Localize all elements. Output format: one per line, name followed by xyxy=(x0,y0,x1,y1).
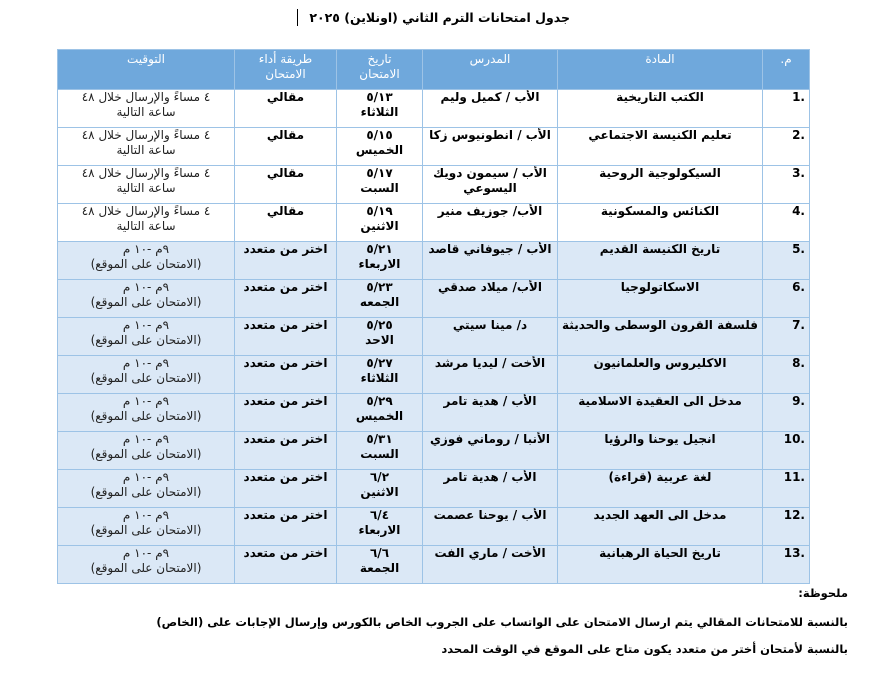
method-cell: اختر من متعدد xyxy=(235,242,337,280)
table-row xyxy=(58,128,810,166)
exam-schedule-table xyxy=(57,49,810,584)
teacher-name: الأب / يوحنا عصمت xyxy=(433,508,547,522)
time-cell xyxy=(58,546,235,584)
method-cell: مقالي xyxy=(235,204,337,242)
header-num: م. xyxy=(763,50,810,90)
row-number: 6. xyxy=(763,280,810,318)
exam-date: ٥/١٩ xyxy=(366,204,393,218)
subject-cell: مدخل الى العقيدة الاسلامية xyxy=(558,394,763,432)
notes-section xyxy=(28,586,848,656)
header-time: التوقيت xyxy=(58,50,235,90)
header-subject: المادة xyxy=(558,50,763,90)
row-number: 8. xyxy=(763,356,810,394)
subject-cell: تعليم الكنيسة الاجتماعي xyxy=(558,128,763,166)
row-number: 11. xyxy=(763,470,810,508)
exam-date: ٥/١٣ xyxy=(366,90,393,104)
teacher-name: الأخت / ماري الفت xyxy=(434,546,546,560)
time-line-2: (الامتحان على الموقع) xyxy=(90,523,202,537)
date-cell xyxy=(337,508,423,546)
subject-cell: الاسكاتولوجيا xyxy=(558,280,763,318)
time-line-2: ساعة التالية xyxy=(116,219,176,233)
exam-date: ٦/٤ xyxy=(369,508,390,522)
time-cell xyxy=(58,318,235,356)
method-cell: اختر من متعدد xyxy=(235,508,337,546)
text-cursor xyxy=(297,9,298,26)
exam-day: الجمعة xyxy=(359,561,400,575)
teacher-name-cont: اليسوعي xyxy=(463,181,517,195)
exam-date: ٥/١٥ xyxy=(366,128,393,142)
row-number: 4. xyxy=(763,204,810,242)
teacher-name: الأب / كميل وليم xyxy=(440,90,540,104)
date-cell xyxy=(337,318,423,356)
date-cell xyxy=(337,432,423,470)
exam-date: ٥/٢٧ xyxy=(366,356,393,370)
subject-cell: الكنائس والمسكونية xyxy=(558,204,763,242)
method-cell: اختر من متعدد xyxy=(235,394,337,432)
row-number: 10. xyxy=(763,432,810,470)
teacher-name: الأب / جيوفاني قاصد xyxy=(428,242,552,256)
time-line-1: ٩م -١٠ م xyxy=(122,280,170,294)
exam-date: ٦/٦ xyxy=(369,546,390,560)
exam-day: السبت xyxy=(360,181,399,195)
teacher-name: الأب / هدية تامر xyxy=(443,394,537,408)
method-cell: اختر من متعدد xyxy=(235,318,337,356)
time-line-2: (الامتحان على الموقع) xyxy=(90,257,202,271)
exam-day: الاثنين xyxy=(360,219,399,233)
time-line-1: ٤ مساءً والإرسال خلال ٤٨ xyxy=(81,166,211,180)
teacher-cell xyxy=(423,470,558,508)
time-cell xyxy=(58,166,235,204)
method-cell: اختر من متعدد xyxy=(235,280,337,318)
time-line-1: ٤ مساءً والإرسال خلال ٤٨ xyxy=(81,90,211,104)
notes-heading: ملحوظة: xyxy=(798,586,848,600)
time-cell xyxy=(58,432,235,470)
teacher-cell xyxy=(423,356,558,394)
method-cell: اختر من متعدد xyxy=(235,470,337,508)
exam-day: الاحد xyxy=(365,333,394,347)
note-mcq-exams: بالنسبة لأمتحان أختر من متعدد يكون متاح على الموقع في الوقت المحدد xyxy=(441,642,848,656)
time-line-1: ٩م -١٠ م xyxy=(122,242,170,256)
time-cell xyxy=(58,470,235,508)
date-cell xyxy=(337,394,423,432)
table-row xyxy=(58,394,810,432)
exam-day: الجمعه xyxy=(359,295,400,309)
teacher-name: الأب / سيمون دويك xyxy=(433,166,547,180)
time-line-1: ٩م -١٠ م xyxy=(122,432,170,446)
time-line-2: (الامتحان على الموقع) xyxy=(90,371,202,385)
exam-day: السبت xyxy=(360,447,399,461)
time-line-2: (الامتحان على الموقع) xyxy=(90,409,202,423)
date-cell xyxy=(337,204,423,242)
table-row xyxy=(58,356,810,394)
teacher-name: د/ مينا سيتي xyxy=(452,318,528,332)
teacher-cell xyxy=(423,432,558,470)
subject-cell: الاكليروس والعلمانيون xyxy=(558,356,763,394)
table-row xyxy=(58,508,810,546)
row-number: 7. xyxy=(763,318,810,356)
teacher-cell xyxy=(423,280,558,318)
teacher-cell xyxy=(423,128,558,166)
subject-cell: السيكولوجية الروحية xyxy=(558,166,763,204)
teacher-name: الأب / هدية تامر xyxy=(443,470,537,484)
time-line-2: ساعة التالية xyxy=(116,143,176,157)
teacher-cell xyxy=(423,90,558,128)
time-cell xyxy=(58,242,235,280)
header-teacher: المدرس xyxy=(423,50,558,90)
method-cell: مقالي xyxy=(235,128,337,166)
time-cell xyxy=(58,508,235,546)
exam-date: ٥/٣١ xyxy=(366,432,393,446)
time-line-1: ٤ مساءً والإرسال خلال ٤٨ xyxy=(81,128,211,142)
table-row xyxy=(58,280,810,318)
table-row xyxy=(58,470,810,508)
table-row xyxy=(58,242,810,280)
time-line-1: ٩م -١٠ م xyxy=(122,546,170,560)
exam-day: الخميس xyxy=(355,409,404,423)
teacher-name: الأب/ ميلاد صدقي xyxy=(438,280,542,294)
teacher-name: الأب / انطونيوس زكا xyxy=(429,128,551,142)
date-cell xyxy=(337,242,423,280)
teacher-cell xyxy=(423,508,558,546)
row-number: 2. xyxy=(763,128,810,166)
date-cell xyxy=(337,280,423,318)
teacher-name: الأخت / ليديا مرشد xyxy=(434,356,546,370)
subject-cell: تاريخ الحياة الرهبانية xyxy=(558,546,763,584)
table-row xyxy=(58,166,810,204)
date-cell xyxy=(337,356,423,394)
exam-date: ٥/٢٩ xyxy=(366,394,393,408)
exam-day: الخميس xyxy=(355,143,404,157)
time-line-2: (الامتحان على الموقع) xyxy=(90,485,202,499)
table-row xyxy=(58,204,810,242)
time-line-2: ساعة التالية xyxy=(116,105,176,119)
row-number: 9. xyxy=(763,394,810,432)
exam-day: الاربعاء xyxy=(358,257,401,271)
exam-day: الثلاثاء xyxy=(360,371,399,385)
subject-cell: فلسفة القرون الوسطى والحديثة xyxy=(558,318,763,356)
time-line-2: (الامتحان على الموقع) xyxy=(90,333,202,347)
time-cell xyxy=(58,394,235,432)
time-line-1: ٩م -١٠ م xyxy=(122,356,170,370)
teacher-cell xyxy=(423,242,558,280)
table-row xyxy=(58,90,810,128)
table-row xyxy=(58,432,810,470)
exam-day: الاثنين xyxy=(360,485,399,499)
row-number: 3. xyxy=(763,166,810,204)
time-line-1: ٩م -١٠ م xyxy=(122,394,170,408)
exam-day: الاربعاء xyxy=(358,523,401,537)
time-cell xyxy=(58,128,235,166)
time-line-1: ٤ مساءً والإرسال خلال ٤٨ xyxy=(81,204,211,218)
time-line-2: (الامتحان على الموقع) xyxy=(90,561,202,575)
exam-date: ٥/٢٥ xyxy=(366,318,393,332)
table-header-row xyxy=(58,50,810,90)
time-cell xyxy=(58,280,235,318)
subject-cell: تاريخ الكنيسة القديم xyxy=(558,242,763,280)
header-date: تاريخ الامتحان xyxy=(337,50,423,90)
subject-cell: الكتب التاريخية xyxy=(558,90,763,128)
exam-date: ٥/٢١ xyxy=(366,242,393,256)
time-line-1: ٩م -١٠ م xyxy=(122,318,170,332)
note-essay-exams: بالنسبة للامتحانات المقالي يتم ارسال الامتحان على الواتساب على الجروب الخاص بالكورس وإرسال الإجابات على (الخاص) xyxy=(156,615,848,629)
subject-cell: لغة عربية (قراءة) xyxy=(558,470,763,508)
time-line-2: (الامتحان على الموقع) xyxy=(90,447,202,461)
method-cell: مقالي xyxy=(235,90,337,128)
date-cell xyxy=(337,90,423,128)
subject-cell: انجيل يوحنا والرؤيا xyxy=(558,432,763,470)
method-cell: اختر من متعدد xyxy=(235,432,337,470)
document-title: جدول امتحانات الترم الثاني (اونلاين) ٢٠٢٥ xyxy=(309,10,570,25)
teacher-cell xyxy=(423,546,558,584)
time-cell xyxy=(58,90,235,128)
exam-date: ٥/١٧ xyxy=(366,166,393,180)
method-cell: اختر من متعدد xyxy=(235,546,337,584)
row-number: 1. xyxy=(763,90,810,128)
date-cell xyxy=(337,546,423,584)
time-cell xyxy=(58,356,235,394)
row-number: 12. xyxy=(763,508,810,546)
time-line-2: ساعة التالية xyxy=(116,181,176,195)
teacher-cell xyxy=(423,166,558,204)
time-cell xyxy=(58,204,235,242)
date-cell xyxy=(337,470,423,508)
method-cell: مقالي xyxy=(235,166,337,204)
header-method: طريقة أداء الامتحان xyxy=(235,50,337,90)
row-number: 5. xyxy=(763,242,810,280)
time-line-1: ٩م -١٠ م xyxy=(122,508,170,522)
table-row xyxy=(58,546,810,584)
subject-cell: مدخل الى العهد الجديد xyxy=(558,508,763,546)
teacher-cell xyxy=(423,204,558,242)
exam-day: الثلاثاء xyxy=(360,105,399,119)
table-row xyxy=(58,318,810,356)
teacher-cell xyxy=(423,394,558,432)
exam-date: ٥/٢٣ xyxy=(366,280,393,294)
teacher-name: الأب/ جوزيف منير xyxy=(437,204,543,218)
row-number: 13. xyxy=(763,546,810,584)
date-cell xyxy=(337,166,423,204)
date-cell xyxy=(337,128,423,166)
exam-date: ٦/٢ xyxy=(369,470,390,484)
time-line-2: (الامتحان على الموقع) xyxy=(90,295,202,309)
teacher-name: الأنبا / روماني فوزي xyxy=(429,432,551,446)
time-line-1: ٩م -١٠ م xyxy=(122,470,170,484)
method-cell: اختر من متعدد xyxy=(235,356,337,394)
teacher-cell xyxy=(423,318,558,356)
